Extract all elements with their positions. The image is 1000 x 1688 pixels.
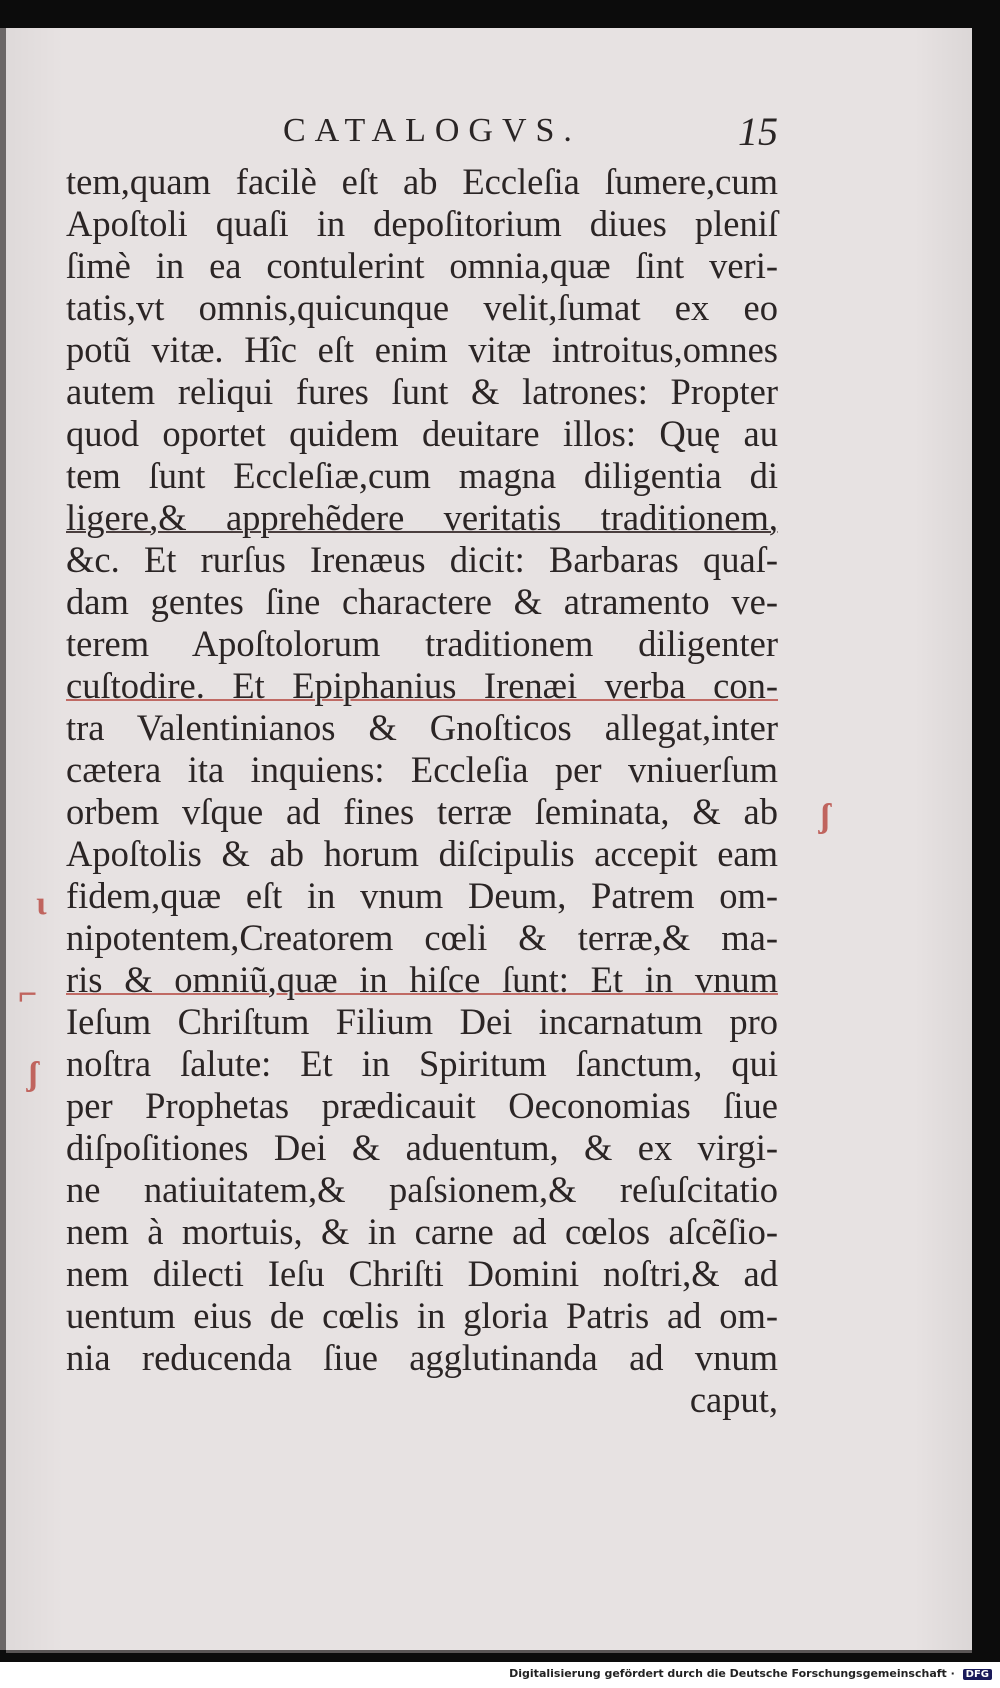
- text-line-red-underlined: ris & omniũ,quæ in hiſce ſunt: Et in vnum: [66, 959, 778, 1000]
- text-line: Apoſtoli quaſi in depoſitorium diues pleniſ: [66, 203, 778, 244]
- text-line: orbem vſque ad fines terræ ſeminata, & ab: [66, 791, 778, 832]
- credit-text: Digitalisierung gefördert durch die Deutsche Forschungsgemeinschaft ·: [509, 1667, 955, 1680]
- text-line: per Prophetas prædicauit Oeconomias ſiue: [66, 1085, 778, 1126]
- text-line: tem,quam facilè eſt ab Eccleſia ſumere,cum: [66, 161, 778, 202]
- text-line: ne natiuitatem,& paſsionem,& reſuſcitatio: [66, 1169, 778, 1210]
- text-line: diſpoſitiones Dei & aduentum, & ex virgi-: [66, 1127, 778, 1168]
- margin-mark-left: ι: [36, 885, 47, 922]
- text-line: cætera ita inquiens: Eccleſia per vniuerſum: [66, 749, 778, 790]
- text-line: dam gentes ſine charactere & atramento ve-: [66, 581, 778, 622]
- text-line: tra Valentinianos & Gnoſticos allegat,inter: [66, 707, 778, 748]
- catchword: caput,: [689, 1379, 778, 1420]
- text-line: quod oportet quidem deuitare illos: Quę au: [66, 413, 778, 454]
- text-line: ſimè in ea contulerint omnia,quæ ſint veri-: [66, 245, 778, 286]
- digitization-credit: [0, 1667, 992, 1680]
- page-number: 15: [738, 109, 778, 154]
- text-line-underlined: ligere,& apprehẽdere veritatis traditionem,: [66, 497, 778, 538]
- text-line: nipotentem,Creatorem cœli & terræ,& ma-: [66, 917, 778, 958]
- page-body-text: [66, 161, 778, 1421]
- running-head: CATALOGVS.: [283, 112, 581, 149]
- text-line: uentum eius de cœlis in gloria Patris ad om-: [66, 1295, 778, 1336]
- margin-mark-left: ʃ: [28, 1056, 39, 1093]
- text-line: tem ſunt Eccleſiæ,cum magna diligentia di: [66, 455, 778, 496]
- margin-mark-left: ⌐: [18, 976, 38, 1013]
- text-line: potũ vitæ. Hîc eſt enim vitæ introitus,omnes: [66, 329, 778, 370]
- text-line: noſtra ſalute: Et in Spiritum ſanctum, qui: [66, 1043, 778, 1084]
- text-line: nia reducenda ſiue agglutinanda ad vnum: [66, 1337, 778, 1378]
- dfg-logo: DFG: [963, 1669, 992, 1680]
- text-line-red-underlined: cuſtodire. Et Epiphanius Irenæi verba con-: [66, 665, 778, 706]
- margin-mark-right: ʃ: [820, 798, 831, 835]
- text-line: terem Apoſtolorum traditionem diligenter: [66, 623, 778, 664]
- text-line: tatis,vt omnis,quicunque velit,ſumat ex eo: [66, 287, 778, 328]
- text-line: Ieſum Chriſtum Filium Dei incarnatum pro: [66, 1001, 778, 1042]
- text-line: &c. Et rurſus Irenæus dicit: Barbaras quaſ-: [66, 539, 778, 580]
- text-line: nem à mortuis, & in carne ad cœlos aſcẽſio-: [66, 1211, 778, 1252]
- text-line: nem dilecti Ieſu Chriſti Domini noſtri,& ad: [66, 1253, 778, 1294]
- text-line: fidem,quæ eſt in vnum Deum, Patrem om-: [66, 875, 778, 916]
- text-line: Apoſtolis & ab horum diſcipulis accepit eam: [66, 833, 778, 874]
- text-line: autem reliqui fures ſunt & latrones: Propter: [66, 371, 778, 412]
